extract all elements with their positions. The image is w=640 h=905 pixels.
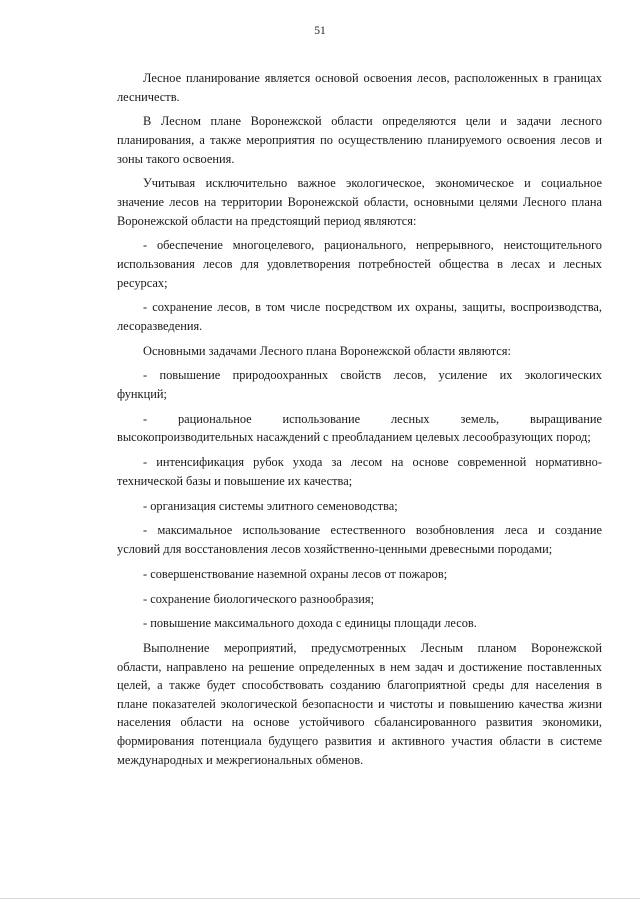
text-line: планирования, а также мероприятия по осуществлению планируемого освоения лесов и bbox=[117, 132, 602, 147]
text-line: - повышение природоохранных свойств лесов, усиление их экологических bbox=[143, 368, 602, 383]
text-line: В Лесном плане Воронежской области определяются цели и задачи лесного bbox=[143, 114, 602, 129]
body-text bbox=[117, 69, 602, 769]
text-line: - рациональное использование лесных земель, выращивание bbox=[143, 411, 602, 426]
text-line: Лесное планирование является основой освоения лесов, расположенных в границах bbox=[143, 71, 602, 85]
text-line: условий для восстановления лесов хозяйственно-ценными древесными породами; bbox=[117, 541, 553, 556]
text-line: ресурсах; bbox=[117, 275, 168, 290]
text-line: - обеспечение многоцелевого, рационального, непрерывного, неистощительного bbox=[143, 238, 602, 253]
text-line: - организация системы элитного семеноводства; bbox=[143, 498, 398, 513]
text-line: высокопроизводительных насаждений с преобладанием целевых лесообразующих пород; bbox=[117, 430, 591, 445]
text-line: населения области на основе устойчивого сбалансированного развития экономики, bbox=[117, 715, 602, 730]
text-line: - интенсификация рубок ухода за лесом на основе современной нормативно- bbox=[143, 455, 602, 470]
scan-edge-line bbox=[0, 898, 640, 899]
text-line: использования лесов для удовлетворения потребностей общества в лесах и лесных bbox=[117, 256, 602, 271]
text-line: - сохранение лесов, в том числе посредством их охраны, защиты, воспроизводства, bbox=[143, 300, 602, 315]
text-line: Выполнение мероприятий, предусмотренных Лесным планом Воронежской bbox=[143, 641, 602, 656]
page-number: 51 bbox=[314, 25, 326, 37]
text-line: плане показателей экологической безопасности и чистоты и повышению качества жизни bbox=[117, 696, 602, 711]
text-line: - максимальное использование естественного возобновления леса и создание bbox=[143, 523, 602, 538]
text-line: зоны такого освоения. bbox=[117, 151, 235, 166]
text-line: международных и межрегиональных обменов. bbox=[117, 752, 364, 767]
text-line: - сохранение биологического разнообразия; bbox=[143, 591, 375, 606]
text-line: значение лесов на территории Воронежской области, основными целями Лесного плана bbox=[117, 194, 602, 209]
text-line: функций; bbox=[117, 387, 167, 402]
text-line: формирования потенциала будущего развития и активного участия области в системе bbox=[117, 734, 602, 749]
text-line: целей, а также будет способствовать созданию благоприятной среды для населения в bbox=[117, 678, 602, 693]
text-line: лесоразведения. bbox=[117, 318, 203, 333]
text-line: Основными задачами Лесного плана Воронежской области являются: bbox=[143, 343, 511, 358]
text-line: Учитывая исключительно важное экологическое, экономическое и социальное bbox=[143, 176, 602, 191]
text-line: технической базы и повышение их качества; bbox=[117, 473, 353, 488]
text-line: области, направлено на решение определенных в нем задач и достижение поставленных bbox=[117, 659, 602, 674]
text-line: лесничеств. bbox=[117, 89, 180, 104]
text-line: - совершенствование наземной охраны лесов от пожаров; bbox=[143, 566, 448, 581]
text-line: Воронежской области на предстоящий период являются: bbox=[117, 213, 417, 228]
text-line: - повышение максимального дохода с единицы площади лесов. bbox=[143, 616, 477, 631]
